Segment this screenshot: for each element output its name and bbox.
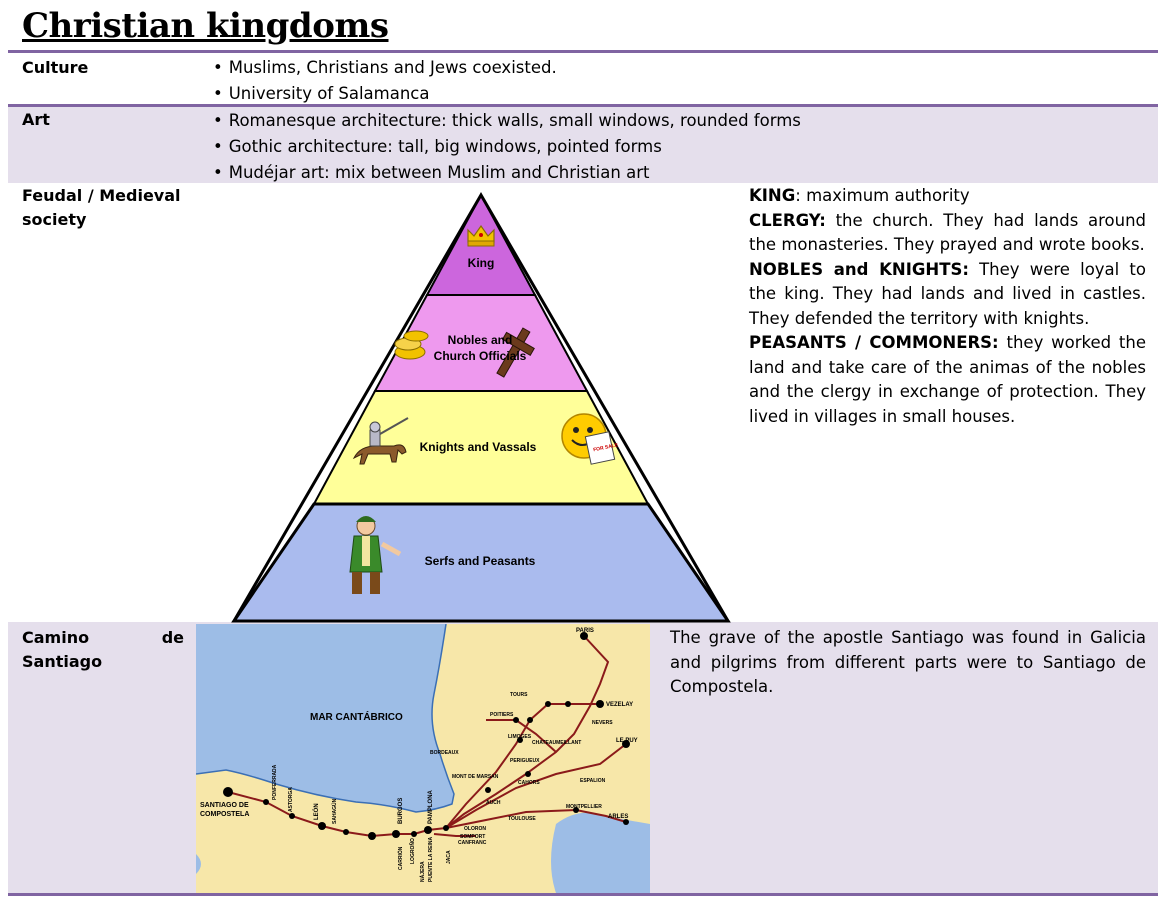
camino-label-word: de <box>161 628 184 647</box>
desc-term: PEASANTS / COMMONERS: <box>749 333 999 352</box>
city-label: ESPALION <box>580 778 606 784</box>
city-label: PERIGUEUX <box>510 758 540 764</box>
pyramid-label-serfs: Serfs and Peasants <box>424 554 536 568</box>
camino-label-line1 <box>22 626 184 650</box>
city-label: PONFERRADA <box>272 764 278 800</box>
city-label: MONT DE MARSAN <box>452 774 499 780</box>
desc-text: They were loyal to the king. They had lands and lived in castles. They defended the territory with knights. <box>749 259 1146 328</box>
list-item: • Romanesque architecture: thick walls, small windows, rounded forms <box>213 108 801 134</box>
city-label: LIMOGES <box>508 734 532 740</box>
city-label: TOULOUSE <box>508 816 536 822</box>
santiago-label-line1: SANTIAGO DE <box>200 802 249 809</box>
santiago-label-line2: COMPOSTELA <box>200 811 250 818</box>
pyramid-label-nobles-line2: Church Officials <box>433 349 527 363</box>
city-label: NÁJERA <box>420 861 426 882</box>
pyramid-label-nobles-line1: Nobles and <box>447 333 513 347</box>
desc-term: CLERGY: <box>749 210 826 230</box>
art-label: Art <box>22 110 50 129</box>
culture-list <box>213 55 557 107</box>
city-label: OLORON <box>464 826 486 832</box>
feudal-label-text: Feudal / Medieval <box>22 186 181 205</box>
desc-term: NOBLES and KNIGHTS: <box>749 259 969 279</box>
title-rule <box>8 50 1158 53</box>
city-label: SOMPORT <box>460 834 486 840</box>
city-label: POITIERS <box>490 712 514 718</box>
desc-nobles <box>749 258 1146 332</box>
feudal-pyramid <box>228 190 734 626</box>
city-label: CAHORS <box>518 780 540 786</box>
sea-label: MAR CANTÁBRICO <box>310 712 403 723</box>
art-list <box>213 108 801 186</box>
city-label: PUENTE LA REINA <box>428 836 434 882</box>
city-label: BURGOS <box>398 797 404 824</box>
desc-text: : maximum authority <box>795 186 970 205</box>
city-label: BORDEAUX <box>430 750 459 756</box>
city-label: PAMPLONA <box>428 790 434 824</box>
city-label: TOURS <box>510 692 528 698</box>
culture-label: Culture <box>22 58 89 77</box>
city-label: VEZELAY <box>606 702 634 708</box>
pyramid-label-king: King <box>467 256 495 270</box>
city-label: JACA <box>446 850 452 864</box>
city-label: SAHAGÚN <box>332 798 338 824</box>
feudal-label-line2: society <box>22 210 87 229</box>
city-label: AUCH <box>486 800 501 806</box>
camino-text: The grave of the apostle Santiago was found in Galicia and pilgrims from different parts were to Santiago de Compostela. <box>670 628 1146 696</box>
city-label: CHATEAUMEILLANT <box>532 740 582 746</box>
city-label: MONTPELLIER <box>566 804 602 810</box>
desc-king <box>749 184 1146 209</box>
camino-map <box>196 624 650 893</box>
list-item: • Mudéjar art: mix between Muslim and Christian art <box>213 160 801 186</box>
camino-label-word: Camino <box>22 628 90 647</box>
page-title: Christian kingdoms <box>22 6 389 46</box>
feudal-label-line1 <box>22 184 184 208</box>
feudal-description <box>749 184 1146 429</box>
desc-clergy <box>749 209 1146 258</box>
city-label: LE PUY <box>616 738 638 744</box>
bottom-rule <box>8 893 1158 896</box>
city-label: CANFRANC <box>458 840 487 846</box>
list-item: • Gothic architecture: tall, big windows, pointed forms <box>213 134 801 160</box>
pyramid-label-knights: Knights and Vassals <box>419 440 537 454</box>
list-item: • University of Salamanca <box>213 81 557 107</box>
desc-text: they worked the land and take care of the animas of the nobles and the clergy in exchange of protection. They lived in villages in small houses. <box>749 333 1146 426</box>
sea-area-south <box>551 813 650 893</box>
list-item: • Muslims, Christians and Jews coexisted. <box>213 55 557 81</box>
city-label: LOGROÑO <box>410 838 416 864</box>
camino-label-line2: Santiago <box>22 652 103 671</box>
for-sale-sign-text: FOR SALE <box>592 442 619 454</box>
desc-text: the church. They had lands around the monasteries. They prayed and wrote books. <box>749 210 1146 254</box>
city-label: NEVERS <box>592 720 613 726</box>
city-label: ARLES <box>608 814 629 820</box>
city-label: ASTORGA <box>288 787 294 812</box>
city-label: PARIS <box>576 628 594 634</box>
camino-label <box>22 626 184 674</box>
feudal-label <box>22 184 184 232</box>
desc-peasants <box>749 331 1146 429</box>
city-label: LEÓN <box>314 803 320 820</box>
city-label: CARRIÓN <box>398 846 404 870</box>
desc-term: KING <box>749 186 796 205</box>
